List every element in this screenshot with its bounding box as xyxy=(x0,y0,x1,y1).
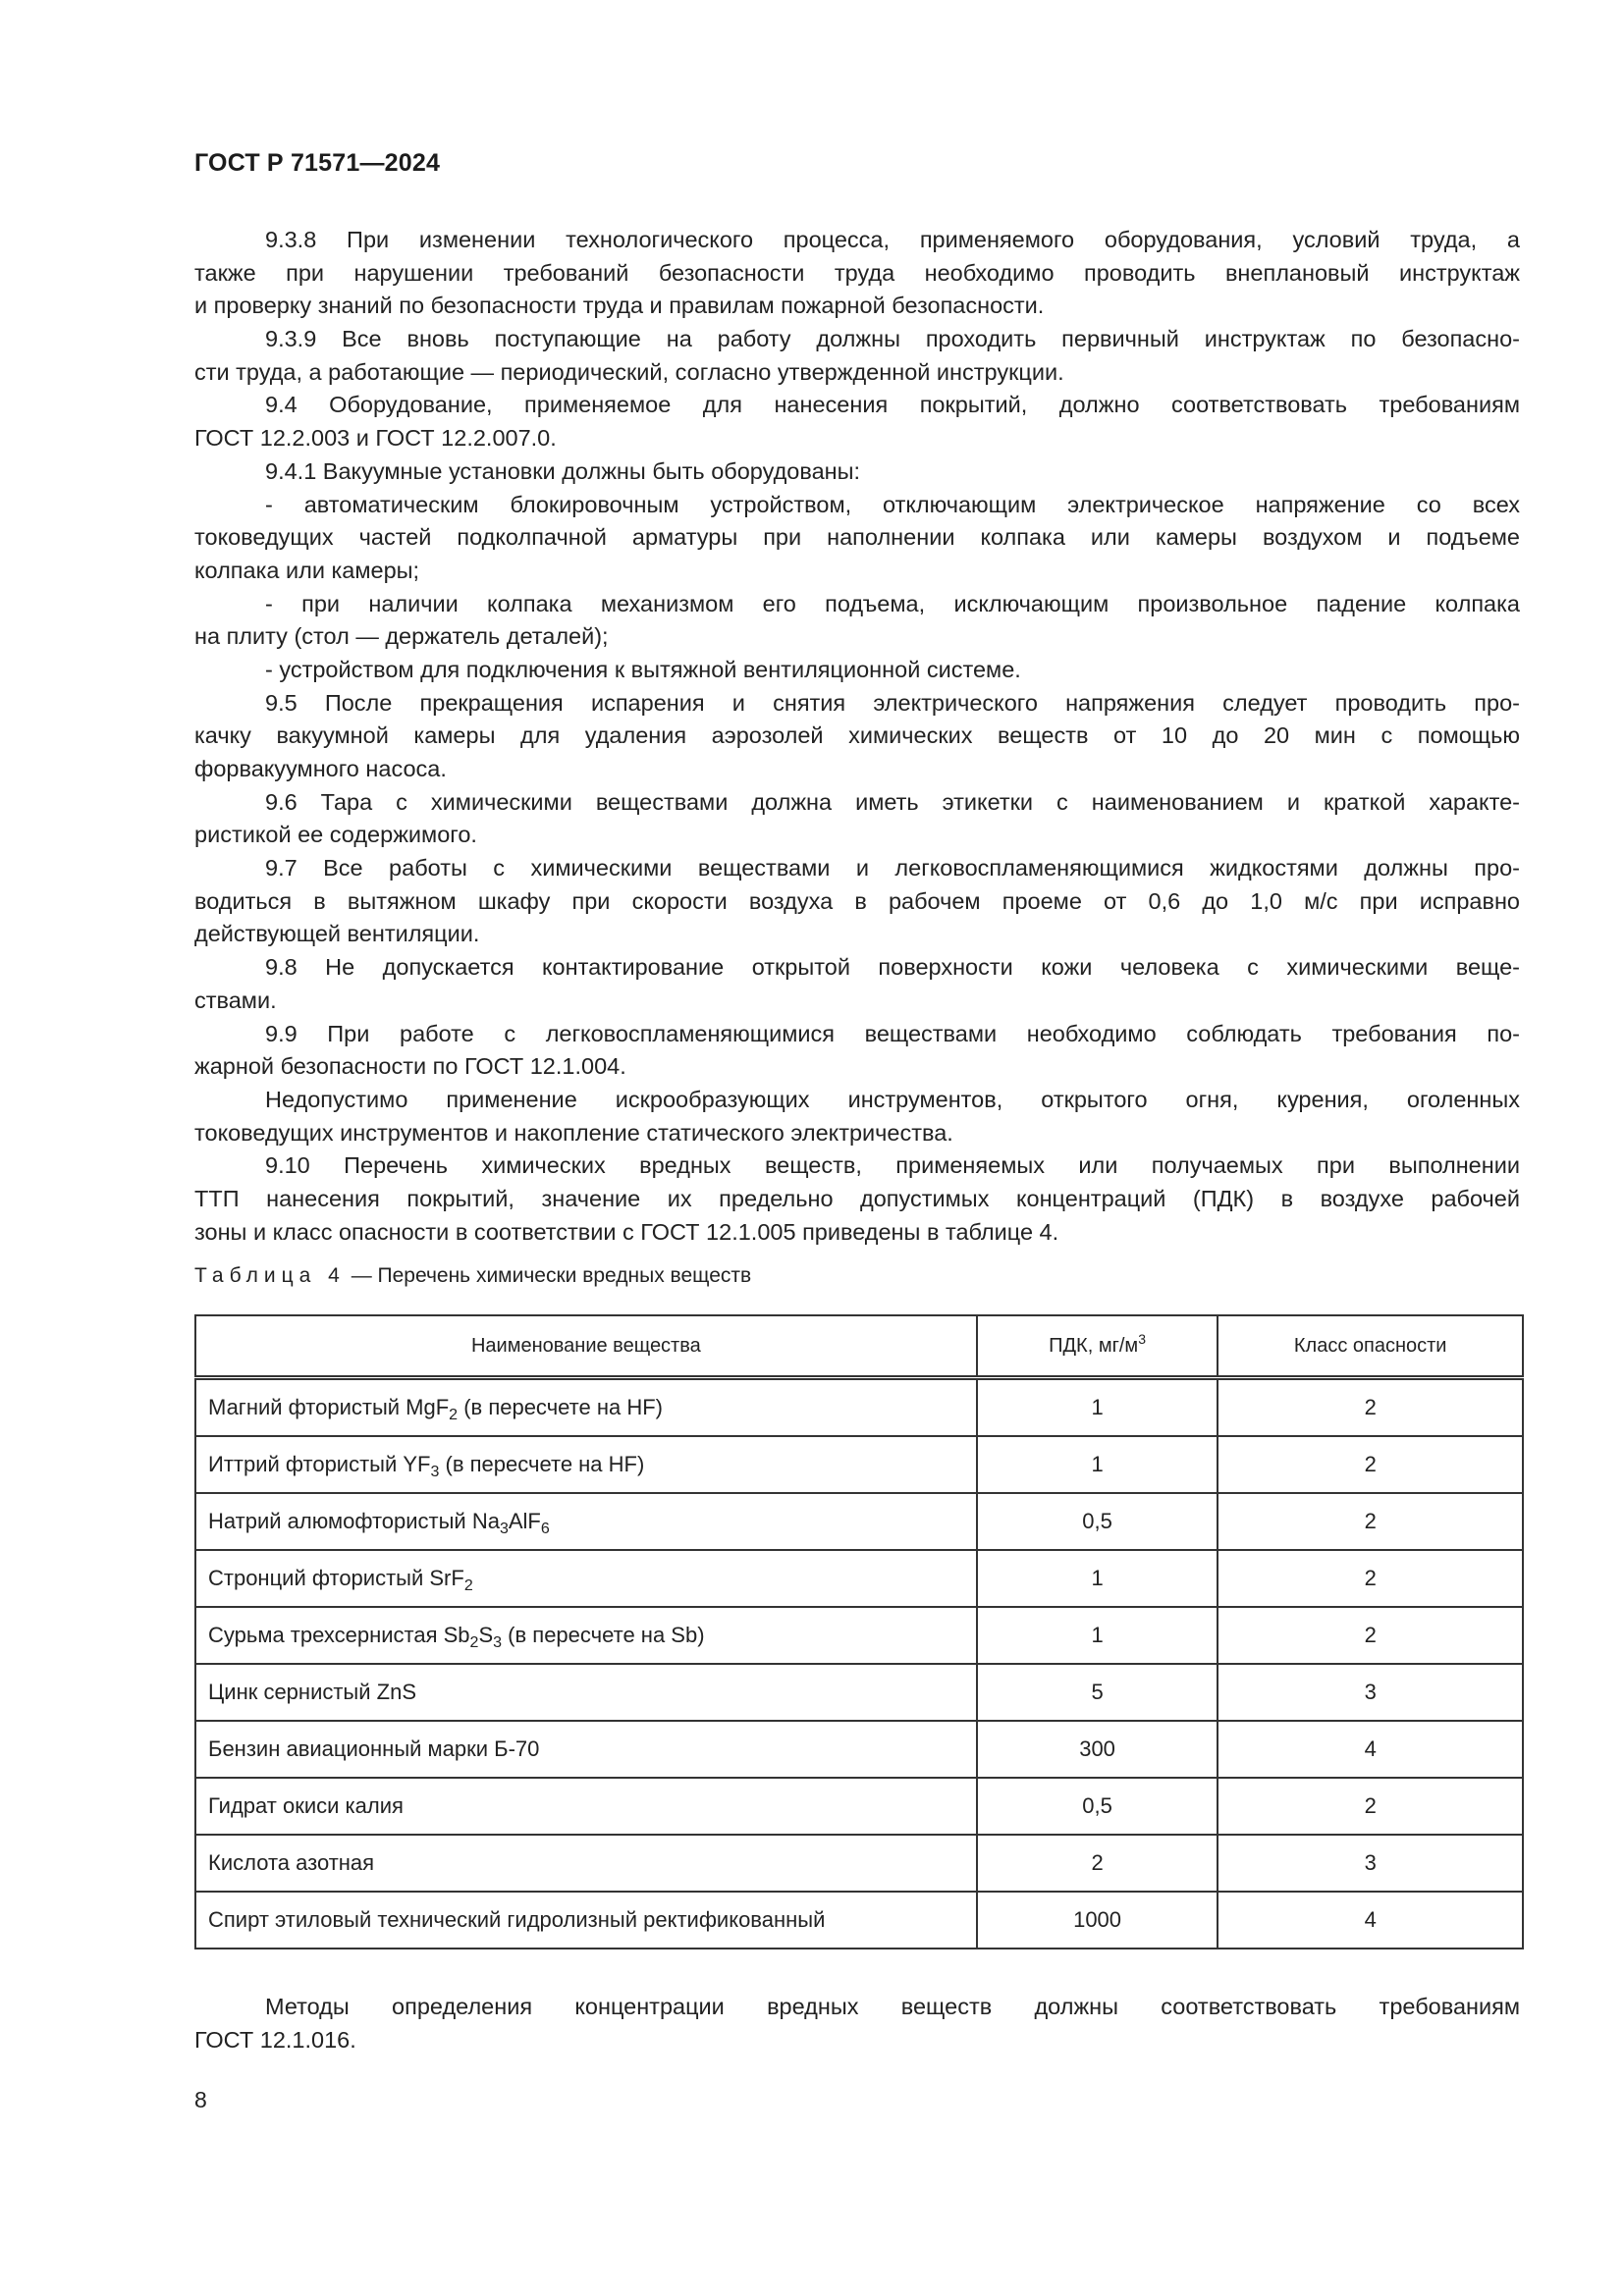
column-header-hazard-class: Класс опасности xyxy=(1218,1315,1523,1378)
pdk-value: 0,5 xyxy=(977,1778,1218,1835)
text-line: 9.6 Тара с химическими веществами должна иметь этикетки с наименованием и краткой характе- xyxy=(265,788,1520,815)
text-line: ристикой ее содержимого. xyxy=(194,822,477,848)
hazard-class-value: 4 xyxy=(1218,1721,1523,1778)
text-line: - автоматическим блокировочным устройством, отключающим электрическое напряжение со всех xyxy=(265,491,1520,517)
text-line: 9.4 Оборудование, применяемое для нанесения покрытий, должно соответствовать требованиям xyxy=(265,392,1520,418)
text-line: - при наличии колпака механизмом его подъема, исключающим произвольное падение колпака xyxy=(265,590,1520,616)
text-line: 9.4.1 Вакуумные установки должны быть оборудованы: xyxy=(265,457,861,484)
text-line: Методы определения концентрации вредных веществ должны соответствовать требованиям xyxy=(265,1994,1520,2019)
substance-name: Цинк сернистый ZnS xyxy=(195,1664,977,1721)
table-caption-title: — Перечень химически вредных веществ xyxy=(345,1264,752,1287)
table-row xyxy=(195,1436,1523,1493)
text-line: ГОСТ 12.1.016. xyxy=(194,2026,356,2053)
text-line: сти труда, а работающие — периодический, согласно утвержденной инструкции. xyxy=(194,358,1064,385)
table-caption xyxy=(194,1264,751,1288)
table-row xyxy=(195,1664,1523,1721)
text-line: Недопустимо применение искрообразующих инструментов, открытого огня, курения, оголенных xyxy=(265,1086,1520,1112)
pdk-value: 1 xyxy=(977,1550,1218,1607)
document-header: ГОСТ Р 71571—2024 xyxy=(194,149,441,177)
pdk-value: 5 xyxy=(977,1664,1218,1721)
text-line: токоведущих частей подколпачной арматуры при наполнении колпака или камеры воздухом и подъеме xyxy=(194,524,1520,551)
pdk-value: 1 xyxy=(977,1436,1218,1493)
text-line: качку вакуумной камеры для удаления аэрозолей химических веществ от 10 до 20 мин с помощью xyxy=(194,722,1520,749)
pdk-value: 1 xyxy=(977,1378,1218,1437)
text-line: 9.3.9 Все вновь поступающие на работу должны проходить первичный инструктаж по безопасно- xyxy=(265,326,1520,352)
closing-text xyxy=(194,1991,1520,2056)
column-header-pdk xyxy=(977,1315,1218,1378)
substance-name: Натрий алюмофтористый $Na_3AlF_6$ xyxy=(195,1493,977,1550)
table-row xyxy=(195,1835,1523,1892)
column-header-name: Наименование вещества xyxy=(195,1315,977,1378)
hazard-class-value: 2 xyxy=(1218,1378,1523,1437)
text-line: - устройством для подключения к вытяжной вентиляционной системе. xyxy=(265,656,1021,682)
text-line: токоведущих инструментов и накопление статического электричества. xyxy=(194,1119,953,1146)
substance-name: Стронций фтористый SrF$_2$ xyxy=(195,1550,977,1607)
text-line: ствами. xyxy=(194,987,277,1013)
text-line: и проверку знаний по безопасности труда и правилам пожарной безопасности. xyxy=(194,293,1045,319)
pdk-value: 300 xyxy=(977,1721,1218,1778)
text-line: действующей вентиляции. xyxy=(194,921,480,947)
hazard-class-value: 2 xyxy=(1218,1550,1523,1607)
substance-name: Магний фтористый MgF$_2$ (в пересчете на HF) xyxy=(195,1378,977,1437)
text-line: 9.8 Не допускается контактирование открытой поверхности кожи человека с химическими веще- xyxy=(265,954,1520,981)
table-header-row xyxy=(195,1315,1523,1378)
substance-name: Гидрат окиси калия xyxy=(195,1778,977,1835)
text-line: также при нарушении требований безопасности труда необходимо проводить внеплановый инструктаж xyxy=(194,259,1520,286)
hazardous-substances-table xyxy=(194,1314,1524,1949)
page-number: 8 xyxy=(194,2087,207,2112)
text-line: на плиту (стол — держатель деталей); xyxy=(194,623,609,650)
table-row xyxy=(195,1721,1523,1778)
substance-name: Иттрий фтористый $YF_3$ (в пересчете на HF) xyxy=(195,1436,977,1493)
text-line: 9.7 Все работы с химическими веществами и легковоспламеняющимися жидкостями должны про- xyxy=(265,855,1520,881)
pdk-value: 1000 xyxy=(977,1892,1218,1949)
table-row xyxy=(195,1607,1523,1664)
substance-name: Сурьма трехсернистая $Sb_2S_3$ (в пересчете на Sb) xyxy=(195,1607,977,1664)
hazard-class-value: 2 xyxy=(1218,1436,1523,1493)
hazard-class-value: 2 xyxy=(1218,1778,1523,1835)
substance-name: Спирт этиловый технический гидролизный ректификованный xyxy=(195,1892,977,1949)
pdk-value: 0,5 xyxy=(977,1493,1218,1550)
hazard-class-value: 2 xyxy=(1218,1493,1523,1550)
hazard-class-value: 3 xyxy=(1218,1664,1523,1721)
text-line: водиться в вытяжном шкафу при скорости воздуха в рабочем проеме от 0,6 до 1,0 м/с при исправно xyxy=(194,887,1520,914)
text-line: 9.10 Перечень химических вредных веществ, применяемых или получаемых при выполнении xyxy=(265,1152,1520,1179)
text-line: форвакуумного насоса. xyxy=(194,756,447,781)
text-line: 9.9 При работе с легковоспламеняющимися веществами необходимо соблюдать требования по- xyxy=(265,1020,1520,1046)
text-line: жарной безопасности по ГОСТ 12.1.004. xyxy=(194,1053,626,1080)
table-row xyxy=(195,1778,1523,1835)
table-caption-label: Таблица 4 xyxy=(194,1264,346,1287)
body-text xyxy=(194,224,1520,1249)
text-line: зоны и класс опасности в соответствии с ГОСТ 12.1.005 приведены в таблице 4. xyxy=(194,1218,1059,1245)
hazard-class-value: 4 xyxy=(1218,1892,1523,1949)
table-row xyxy=(195,1378,1523,1437)
table-row xyxy=(195,1493,1523,1550)
hazard-class-value: 2 xyxy=(1218,1607,1523,1664)
pdk-unit-superscript: 3 xyxy=(1138,1330,1146,1347)
text-line: 9.5 После прекращения испарения и снятия электрического напряжения следует проводить про- xyxy=(265,689,1520,716)
pdk-label: ПДК, мг/м xyxy=(1049,1334,1139,1357)
substance-name: Кислота азотная xyxy=(195,1835,977,1892)
hazard-class-value: 3 xyxy=(1218,1835,1523,1892)
text-line: колпака или камеры; xyxy=(194,557,420,583)
pdk-value: 1 xyxy=(977,1607,1218,1664)
table-row xyxy=(195,1550,1523,1607)
table-row xyxy=(195,1892,1523,1949)
text-line: 9.3.8 При изменении технологического процесса, применяемого оборудования, условий труда, а xyxy=(265,227,1520,252)
text-line: ГОСТ 12.2.003 и ГОСТ 12.2.007.0. xyxy=(194,425,557,452)
pdk-value: 2 xyxy=(977,1835,1218,1892)
substance-name: Бензин авиационный марки Б-70 xyxy=(195,1721,977,1778)
text-line: ТТП нанесения покрытий, значение их предельно допустимых концентраций (ПДК) в воздухе рабочей xyxy=(194,1185,1520,1211)
